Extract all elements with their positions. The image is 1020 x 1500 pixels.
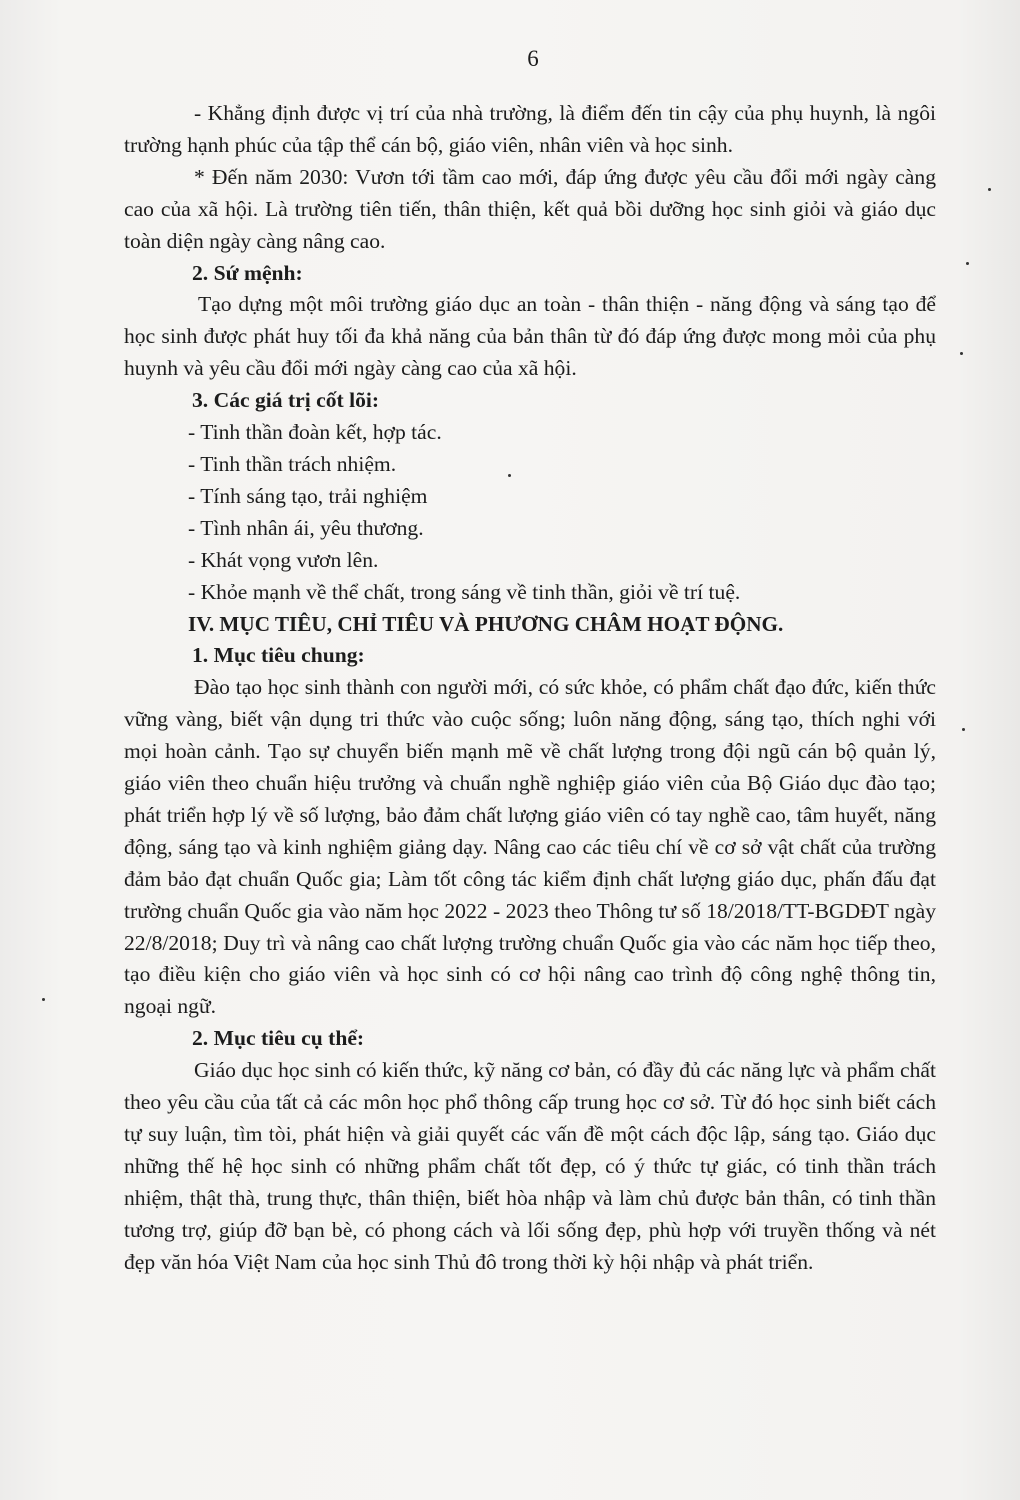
- vision-paragraph-1: - Khẳng định được vị trí của nhà trường, là điểm đến tin cậy của phụ huynh, là ngôi trường hạnh phúc của tập thể cán bộ, giáo viên, nhân viên và học sinh.: [124, 101, 936, 157]
- core-value-item: - Tính sáng tạo, trải nghiệm: [188, 483, 428, 508]
- vision-paragraph-2030: * Đến năm 2030: Vươn tới tầm cao mới, đáp ứng được yêu cầu đổi mới ngày càng cao của xã hội. Là trường tiên tiến, thân thiện, kết quả bồi dưỡng học sinh giỏi và giáo dục toàn diện ngày càng nâng cao.: [124, 164, 936, 253]
- mission-heading: 2. Sứ mệnh:: [192, 260, 303, 285]
- core-value-item: - Khát vọng vươn lên.: [188, 547, 379, 572]
- page-number: 6: [527, 46, 539, 71]
- specific-goal-heading: 2. Mục tiêu cụ thể:: [192, 1026, 365, 1051]
- scan-speck: [42, 998, 45, 1001]
- core-values-heading: 3. Các giá trị cốt lõi:: [192, 388, 380, 413]
- scan-speck: [960, 352, 963, 355]
- scan-speck: [988, 188, 991, 191]
- core-value-item: - Tinh thần đoàn kết, hợp tác.: [188, 420, 442, 445]
- core-value-item: - Tình nhân ái, yêu thương.: [188, 515, 424, 540]
- general-goal-heading: 1. Mục tiêu chung:: [192, 643, 365, 668]
- general-goal-paragraph: Đào tạo học sinh thành con người mới, có sức khỏe, có phẩm chất đạo đức, kiến thức vững vàng, biết vận dụng tri thức vào cuộc sống; luôn năng động, sáng tạo, thích nghi với mọi hoàn cảnh. Tạo sự chuyển biến mạnh mẽ về chất lượng trong đội ngũ cán bộ quản lý, giáo viên theo chuẩn hiệu trưởng và chuẩn nghề nghiệp giáo viên của Bộ Giáo dục đào tạo; phát triển hợp lý về số lượng, bảo đảm chất lượng giáo viên có tay nghề cao, tâm huyết, năng động, sáng tạo và kinh nghiệm giảng dạy. Nâng cao các tiêu chí về cơ sở vật chất của trường đảm bảo đạt chuẩn Quốc gia; Làm tốt công tác kiểm định chất lượng giáo dục, phấn đấu đạt trường chuẩn Quốc gia vào năm học 2022 - 2023 theo Thông tư số 18/2018/TT-BGDĐT ngày 22/8/2018; Duy trì và nâng cao chất lượng trường chuẩn Quốc gia vào các năm học tiếp theo, tạo điều kiện cho giáo viên và học sinh có cơ hội nâng cao trình độ công nghệ thông tin, ngoại ngữ.: [124, 675, 936, 1019]
- scan-speck: [508, 474, 511, 477]
- mission-paragraph: Tạo dựng một môi trường giáo dục an toàn - thân thiện - năng động và sáng tạo để học sinh được phát huy tối đa khả năng của bản thân từ đó đáp ứng được mong mỏi của phụ huynh và yêu cầu đổi mới ngày càng cao của xã hội.: [124, 292, 936, 381]
- section-iv-heading: IV. MỤC TIÊU, CHỈ TIÊU VÀ PHƯƠNG CHÂM HOẠT ĐỘNG.: [188, 611, 784, 636]
- specific-goal-paragraph: Giáo dục học sinh có kiến thức, kỹ năng cơ bản, có đầy đủ các năng lực và phẩm chất theo yêu cầu của tất cả các môn học phổ thông cấp trung học cơ sở. Từ đó học sinh biết cách tự suy luận, tìm tòi, phát hiện và giải quyết các vấn đề một cách độc lập, sáng tạo. Giáo dục những thế hệ học sinh có những phẩm chất tốt đẹp, có ý thức tự giác, có tinh thần trách nhiệm, thật thà, trung thực, thân thiện, biết hòa nhập và làm chủ được bản thân, có tinh thần tương trợ, giúp đỡ bạn bè, có phong cách và lối sống đẹp, phù hợp với truyền thống và nét đẹp văn hóa Việt Nam của học sinh Thủ đô trong thời kỳ hội nhập và phát triển.: [124, 1058, 936, 1274]
- document-body: [124, 98, 936, 1279]
- scan-speck: [966, 262, 969, 265]
- core-value-item: - Khỏe mạnh về thể chất, trong sáng về tinh thần, giỏi về trí tuệ.: [188, 579, 741, 604]
- core-value-item: - Tinh thần trách nhiệm.: [188, 451, 397, 476]
- scan-speck: [962, 728, 965, 731]
